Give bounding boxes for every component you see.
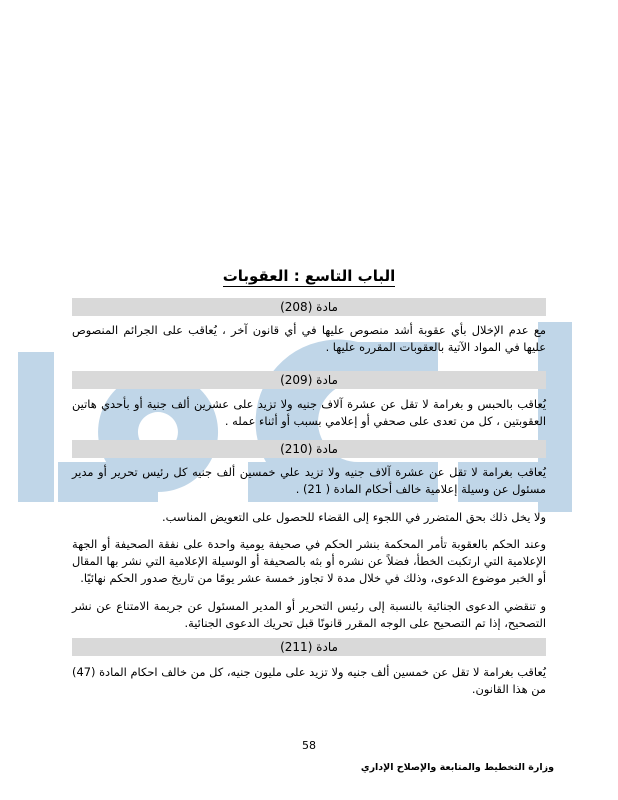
article-heading-210: مادة (210) <box>72 440 546 458</box>
article-heading-209: مادة (209) <box>72 371 546 389</box>
article-heading-211: مادة (211) <box>72 638 546 656</box>
chapter-title: الباب التاسع : العقوبات <box>222 267 396 285</box>
article-210-paragraph-4: و تنقضي الدعوى الجنائية بالنسبة إلى رئيس التحرير أو المدير المسئول عن جريمة الامتناع عن نشر التصحيح، إذا تم التصحيح على الوجه المقرر قانونًا قبل تحريك الدعوى الجنائية. <box>72 599 546 630</box>
article-210-paragraph-3: وعند الحكم بالعقوبة تأمر المحكمة بنشر الحكم في صحيفة يومية واحدة على نفقة الصحيفة أو الجهة الإعلامية التي ارتكبت الخطأ، فضلاً عن نشره أو بثه بالصحيفة أو الوسيلة الإعلامية التي نشر بها المقال أو الخبر موضوع الدعوى، وذلك في خلال مدة لا تجاوز خمسة عشر يومًا من تاريخ صدور الحكم نهائيًا. <box>72 537 546 585</box>
page-number: 58 <box>302 739 316 752</box>
article-208-paragraph: مع عدم الإخلال بأي عقوبة أشد منصوص عليها في أي قانون آخر ، يُعاقب على الجرائم المنصوص عليها في المواد الآتية بالعقوبات المقرره عليها . <box>72 323 546 354</box>
article-211-paragraph: يُعاقب بغرامة لا تقل عن خمسين ألف جنيه ولا تزيد على مليون جنيه، كل من خالف احكام المادة (47) من هذا القانون. <box>72 665 546 696</box>
article-210-paragraph-2: ولا يخل ذلك بحق المتضرر في اللجوء إلى القضاء للحصول على التعويض المناسب. <box>162 510 546 524</box>
footer-department: وزارة التخطيط والمتابعة والإصلاح الإداري <box>360 762 554 773</box>
article-heading-208: مادة (208) <box>72 298 546 316</box>
article-209-paragraph: يُعاقب بالحبس و بغرامة لا تقل عن عشرة آلاف جنيه ولا تزيد على عشرين ألف جنية أو بأحدي هاتين العقوبتين ، كل من تعدى على صحفي أو إعلامي بسبب أو أثناء عمله . <box>72 397 546 428</box>
article-210-paragraph-1: يُعاقب بغرامة لا تقل عن عشرة آلاف جنيه ولا تزيد علي خمسين ألف جنيه كل رئيس تحرير أو مدير مسئول عن وسيلة إعلامية خالف أحكام المادة ( 21) . <box>72 465 546 496</box>
